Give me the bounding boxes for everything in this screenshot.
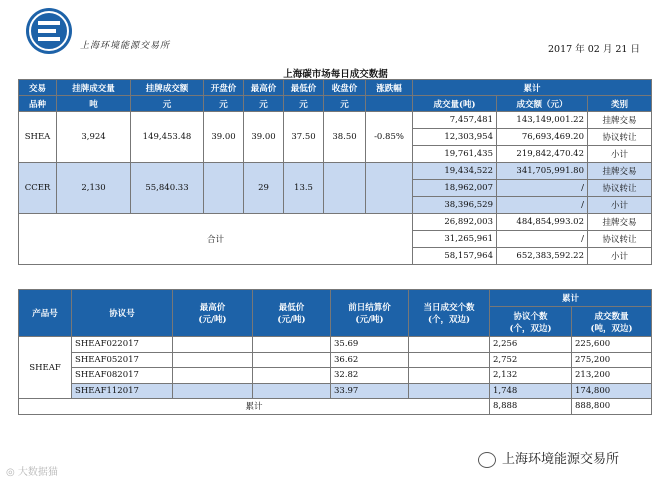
cell bbox=[409, 368, 490, 384]
total-label: 合计 bbox=[19, 214, 413, 265]
cell: 挂牌交易 bbox=[588, 214, 652, 231]
cell: 32.82 bbox=[331, 368, 409, 384]
table-row bbox=[19, 399, 652, 415]
header-cell: 成交额（元） bbox=[497, 96, 588, 112]
cell: 55,840.33 bbox=[131, 163, 204, 214]
cell: 2,752 bbox=[490, 352, 572, 368]
header-cell: 收盘价 bbox=[324, 80, 366, 96]
cell: 31,265,961 bbox=[413, 231, 497, 248]
product-cell: SHEA bbox=[19, 112, 57, 163]
cell: 26,892,003 bbox=[413, 214, 497, 231]
header-cell: 成交量(吨) bbox=[413, 96, 497, 112]
cell bbox=[324, 163, 366, 214]
header-cell bbox=[572, 307, 652, 337]
cell: SHEAF052017 bbox=[72, 352, 173, 368]
cell: 219,842,470.42 bbox=[497, 146, 588, 163]
cell: 2,132 bbox=[490, 368, 572, 384]
header-cell: 最低价 bbox=[284, 80, 324, 96]
cell: 36.62 bbox=[331, 352, 409, 368]
cell: -0.85% bbox=[366, 112, 413, 163]
cell: 8,888 bbox=[490, 399, 572, 415]
cell: 小计 bbox=[588, 146, 652, 163]
header-cell: 挂牌成交额 bbox=[131, 80, 204, 96]
header-cell: 最高价 bbox=[244, 80, 284, 96]
cell: 174,800 bbox=[572, 383, 652, 399]
cell: 39.00 bbox=[204, 112, 244, 163]
table-row bbox=[19, 352, 652, 368]
cell: 29 bbox=[244, 163, 284, 214]
cell: 888,800 bbox=[572, 399, 652, 415]
header-text: 最高价 bbox=[199, 303, 226, 313]
header-cell bbox=[173, 290, 253, 337]
table-row bbox=[19, 214, 652, 231]
cell bbox=[173, 352, 253, 368]
exchange-logo-icon bbox=[24, 6, 74, 56]
cell: 18,962,007 bbox=[413, 180, 497, 197]
header-cell: 产品号 bbox=[19, 290, 72, 337]
header-cell: 开盘价 bbox=[204, 80, 244, 96]
header-cell bbox=[253, 290, 331, 337]
cell: 76,693,469.20 bbox=[497, 129, 588, 146]
header-cell: 元 bbox=[324, 96, 366, 112]
cell: / bbox=[497, 197, 588, 214]
cell: SHEAF082017 bbox=[72, 368, 173, 384]
table-row bbox=[19, 112, 652, 129]
cell: SHEAF022017 bbox=[72, 337, 173, 353]
cell bbox=[366, 163, 413, 214]
table-row bbox=[19, 163, 652, 180]
watermark-right-text: 上海环境能源交易所 bbox=[502, 452, 620, 467]
cell: 协议转让 bbox=[588, 231, 652, 248]
cell: 484,854,993.02 bbox=[497, 214, 588, 231]
cell: 协议转让 bbox=[588, 180, 652, 197]
table1-header-row-2 bbox=[19, 96, 652, 112]
wechat-icon bbox=[478, 452, 496, 468]
weibo-icon: ◎ bbox=[6, 467, 18, 478]
cell: 149,453.48 bbox=[131, 112, 204, 163]
cell: 143,149,001.22 bbox=[497, 112, 588, 129]
header-cell bbox=[490, 307, 572, 337]
header-cell: 协议号 bbox=[72, 290, 173, 337]
header-cell: 涨跌幅 bbox=[366, 80, 413, 96]
table-row bbox=[19, 337, 652, 353]
table-row bbox=[19, 368, 652, 384]
cell: 213,200 bbox=[572, 368, 652, 384]
cell bbox=[409, 383, 490, 399]
cell bbox=[409, 352, 490, 368]
cell: 小计 bbox=[588, 248, 652, 265]
header-cell: 类别 bbox=[588, 96, 652, 112]
product-cell: SHEAF bbox=[19, 337, 72, 399]
header-cell: 元 bbox=[204, 96, 244, 112]
page-title: 上海碳市场每日成交数据 bbox=[283, 69, 388, 80]
cell: 小计 bbox=[588, 197, 652, 214]
header-cell: 品种 bbox=[19, 96, 57, 112]
header-unit: (个，双边) bbox=[509, 323, 552, 334]
header-text: 前日结算价 bbox=[348, 303, 391, 313]
cell: / bbox=[497, 180, 588, 197]
cell: 39.00 bbox=[244, 112, 284, 163]
cell: 225,600 bbox=[572, 337, 652, 353]
cell: 7,457,481 bbox=[413, 112, 497, 129]
cell: 19,434,522 bbox=[413, 163, 497, 180]
header-cell: 累计 bbox=[490, 290, 652, 307]
sheaf-forward-table bbox=[18, 289, 652, 415]
cell: 挂牌交易 bbox=[588, 163, 652, 180]
daily-trading-table bbox=[18, 79, 652, 265]
cell: 3,924 bbox=[57, 112, 131, 163]
cell: 275,200 bbox=[572, 352, 652, 368]
header-unit: (元/吨) bbox=[198, 315, 227, 325]
cell: 挂牌交易 bbox=[588, 112, 652, 129]
watermark-left-text: 大数据猫 bbox=[17, 467, 58, 478]
cell: SHEAF112017 bbox=[72, 383, 173, 399]
header-text: 成交数量 bbox=[594, 311, 629, 322]
cell: / bbox=[497, 231, 588, 248]
logo-text: 上海环境能源交易所 bbox=[80, 41, 171, 51]
header-cell: 元 bbox=[244, 96, 284, 112]
header-text: 当日成交个数 bbox=[423, 303, 475, 313]
cell bbox=[253, 368, 331, 384]
cell: 652,383,592.22 bbox=[497, 248, 588, 265]
total-label: 累计 bbox=[19, 399, 490, 415]
header-cell bbox=[366, 96, 413, 112]
cell bbox=[204, 163, 244, 214]
cell bbox=[173, 337, 253, 353]
header-unit: (个，双边) bbox=[427, 315, 471, 325]
table-row bbox=[19, 383, 652, 399]
header-cell: 吨 bbox=[57, 96, 131, 112]
cell bbox=[253, 383, 331, 399]
cell bbox=[253, 337, 331, 353]
header-text: 最低价 bbox=[278, 303, 305, 313]
header-cell: 元 bbox=[284, 96, 324, 112]
header-unit: (吨，双边) bbox=[590, 323, 633, 334]
watermark-left bbox=[6, 463, 58, 478]
cell bbox=[173, 383, 253, 399]
table2-header-row-1 bbox=[19, 290, 652, 307]
header-cell: 累计 bbox=[413, 80, 652, 96]
cell: 38,396,529 bbox=[413, 197, 497, 214]
cell: 37.50 bbox=[284, 112, 324, 163]
cell: 2,256 bbox=[490, 337, 572, 353]
header-cell: 交易 bbox=[19, 80, 57, 96]
header-cell bbox=[409, 290, 490, 337]
cell: 2,130 bbox=[57, 163, 131, 214]
header-cell: 元 bbox=[131, 96, 204, 112]
table1-header-row-1 bbox=[19, 80, 652, 96]
report-date: 2017 年 02 月 21 日 bbox=[548, 44, 640, 55]
header-cell: 挂牌成交量 bbox=[57, 80, 131, 96]
cell: 协议转让 bbox=[588, 129, 652, 146]
watermark-right bbox=[478, 448, 619, 468]
cell: 13.5 bbox=[284, 163, 324, 214]
cell: 12,303,954 bbox=[413, 129, 497, 146]
cell bbox=[253, 352, 331, 368]
header-unit: (元/吨) bbox=[355, 315, 384, 325]
cell bbox=[173, 368, 253, 384]
product-cell: CCER bbox=[19, 163, 57, 214]
cell: 35.69 bbox=[331, 337, 409, 353]
header-cell bbox=[331, 290, 409, 337]
cell: 38.50 bbox=[324, 112, 366, 163]
cell: 341,705,991.80 bbox=[497, 163, 588, 180]
cell bbox=[409, 337, 490, 353]
cell: 33.97 bbox=[331, 383, 409, 399]
cell: 58,157,964 bbox=[413, 248, 497, 265]
cell: 1,748 bbox=[490, 383, 572, 399]
cell: 19,761,435 bbox=[413, 146, 497, 163]
header-unit: (元/吨) bbox=[277, 315, 306, 325]
header-text: 协议个数 bbox=[513, 311, 548, 322]
